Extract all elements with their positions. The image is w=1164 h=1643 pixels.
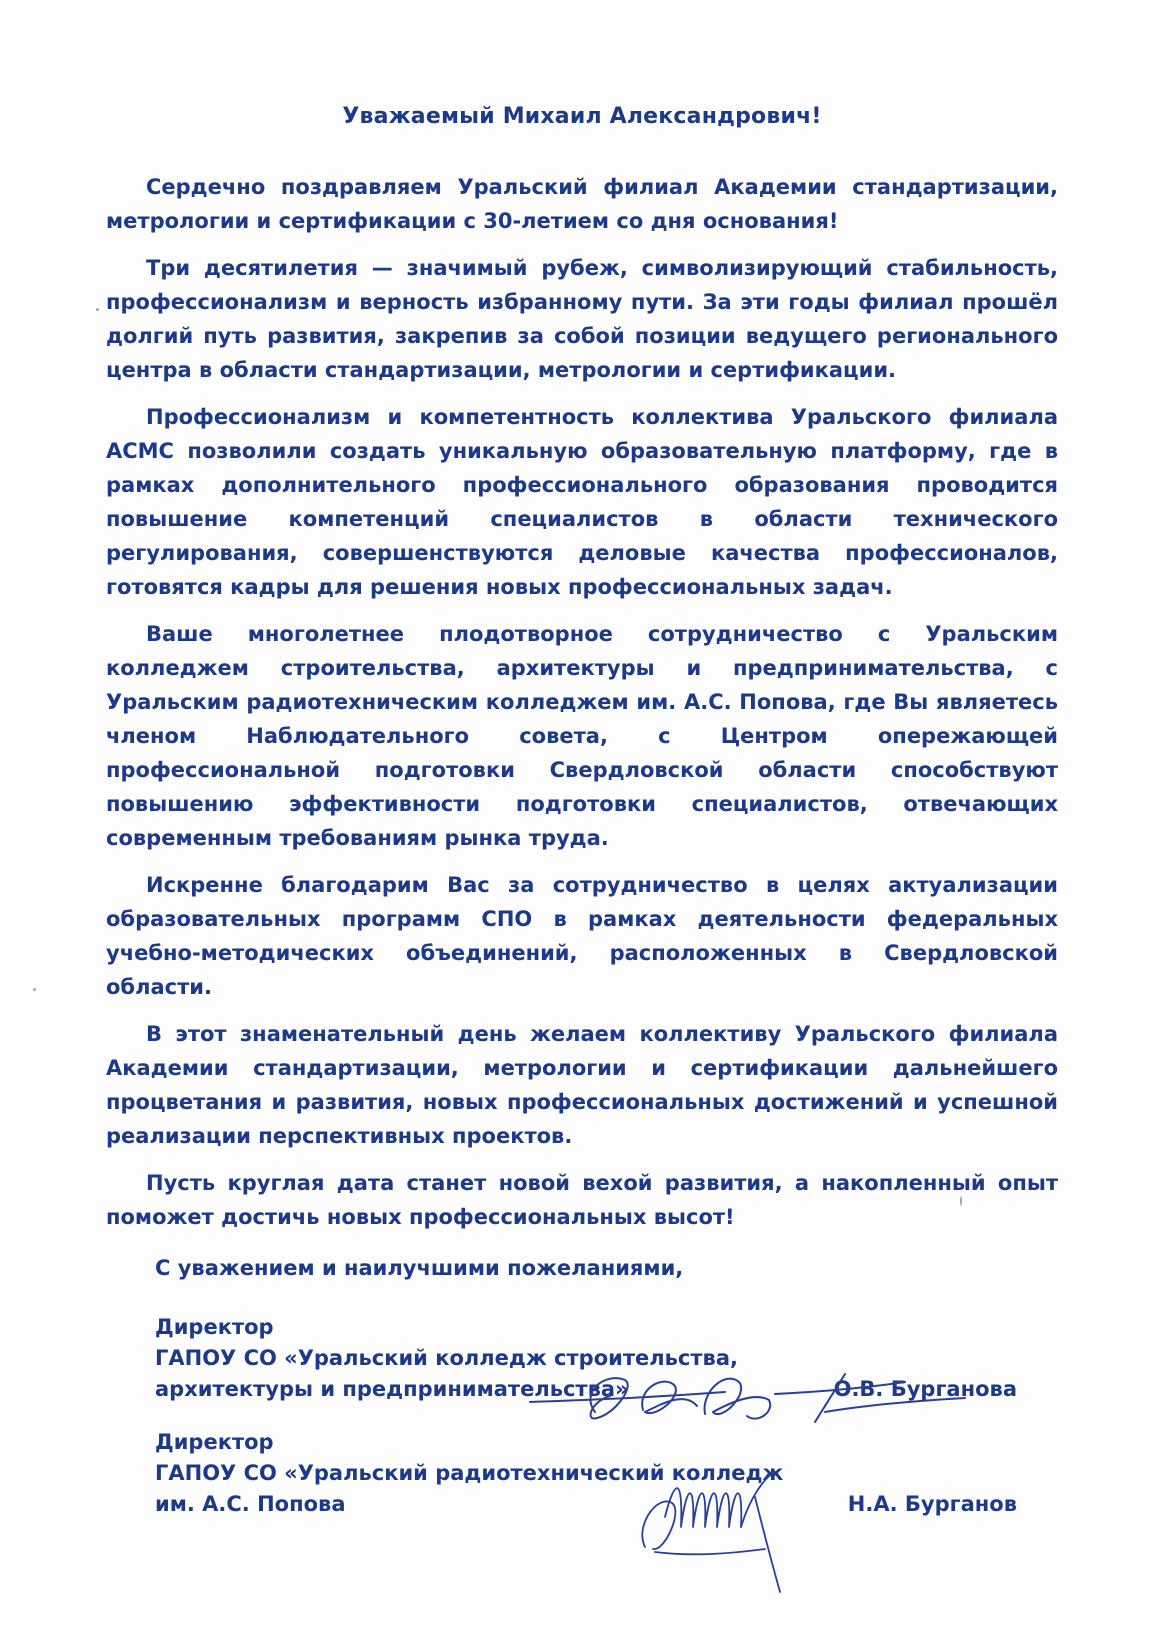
signatory-organization-line1: ГАПОУ СО «Уральский колледж строительства,	[155, 1346, 738, 1370]
signatory-position: Директор	[155, 1430, 274, 1454]
signatory-organization-line2: им. А.С. Попова	[155, 1492, 346, 1516]
paragraph-congratulation: Сердечно поздравляем Уральский филиал Академии стандартизации, метрологии и сертификации с 30-летием со дня основания!	[106, 175, 1058, 233]
paragraph-wishes: В этот знаменательный день желаем коллективу Уральского филиала Академии стандартизации, метрологии и сертификации дальнейшего процветания и развития, новых профессиональных достижений и успешной реализации перспективных проектов.	[106, 1022, 1058, 1148]
paragraph-three-decades: Три десятилетия — значимый рубеж, символизирующий стабильность, профессионализм и верность избранному пути. За эти годы филиал прошёл долгий путь развития, закрепив за собой позиции ведущего регионального центра в области стандартизации, метрологии и сертификации.	[106, 256, 1058, 382]
letter-body	[106, 170, 1058, 1247]
paper-speck	[96, 308, 99, 311]
letter-greeting: Уважаемый Михаил Александрович!	[342, 104, 822, 129]
paper-speck	[33, 988, 36, 991]
signature-section	[155, 1253, 1015, 1542]
signatory-block-2	[155, 1427, 1015, 1520]
paper-speck	[960, 1196, 962, 1206]
signatory-organization-line1: ГАПОУ СО «Уральский радиотехнический колледж	[155, 1461, 784, 1485]
handwritten-signature-2	[615, 1457, 805, 1597]
closing-phrase: С уважением и наилучшими пожеланиями,	[155, 1256, 684, 1280]
paragraph-gratitude: Искренне благодарим Вас за сотрудничество в целях актуализации образовательных программ СПО в рамках деятельности федеральных учебно-методических объединений, расположенных в Свердловской области.	[106, 873, 1058, 999]
paragraph-professionalism: Профессионализм и компетентность коллектива Уральского филиала АСМС позволили создать уникальную образовательную платформу, где в рамках дополнительного профессионального образования проводится повышение компетенций специалистов в области технического регулирования, совершенствуются деловые качества профессионалов, готовятся кадры для решения новых профессиональных задач.	[106, 405, 1058, 599]
signatory-name: О.В. Бурганова	[833, 1377, 1017, 1401]
signatory-block-1	[155, 1312, 1015, 1405]
signatory-position: Директор	[155, 1315, 274, 1339]
paragraph-cooperation: Ваше многолетнее плодотворное сотрудничество с Уральским колледжем строительства, архитектуры и предпринимательства, с Уральским радиотехническим колледжем им. А.С. Попова, где Вы являетесь членом Наблюдательного совета, с Центром опережающей профессиональной подготовки Свердловской области способствуют повышению эффективности подготовки специалистов, отвечающих современным требованиям рынка труда.	[106, 622, 1058, 850]
signatory-organization-line2: архитектуры и предпринимательства»	[155, 1377, 629, 1401]
paragraph-final-wish: Пусть круглая дата станет новой вехой развития, а накопленный опыт поможет достичь новых профессиональных высот!	[106, 1171, 1058, 1229]
signatory-name: Н.А. Бурганов	[847, 1492, 1017, 1516]
